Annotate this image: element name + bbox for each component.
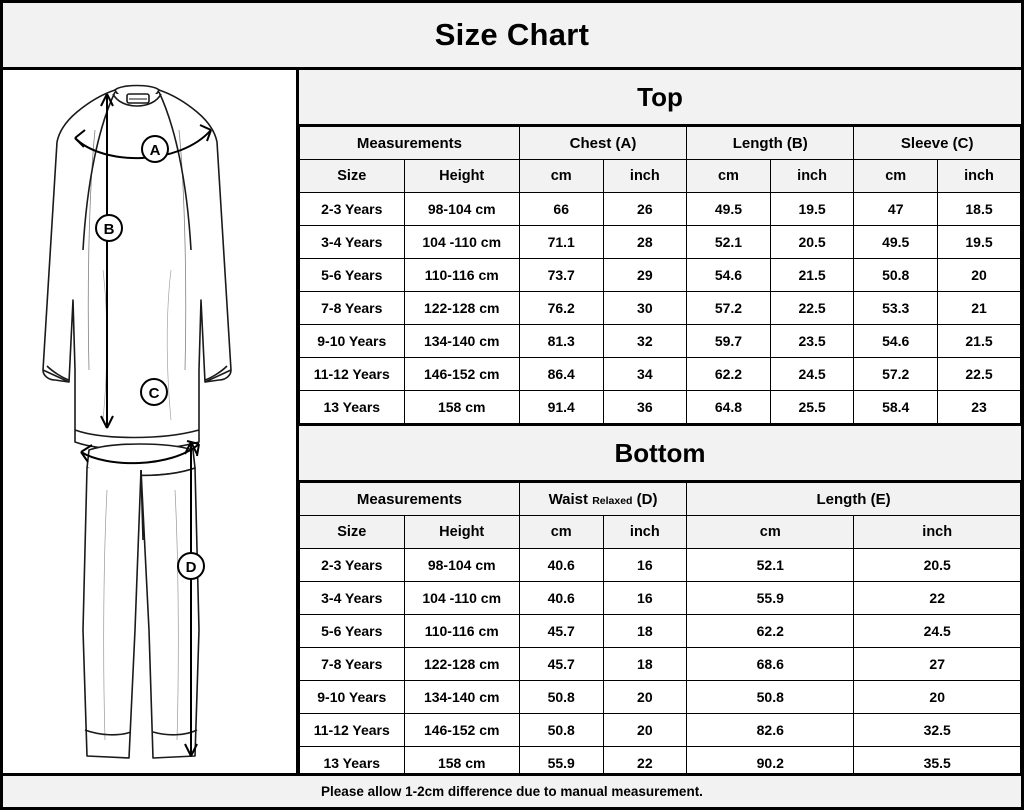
cell-height: 158 cm — [404, 391, 519, 424]
cell-waist-inch: 22 — [603, 747, 687, 780]
cell-chest-inch: 34 — [603, 358, 687, 391]
bottom-section — [299, 426, 1021, 780]
top-subheader-sleeve-inch: inch — [938, 160, 1021, 193]
svg-text:D: D — [185, 559, 197, 576]
cell-size: 13 Years — [300, 747, 405, 780]
cell-chest-cm: 71.1 — [519, 226, 603, 259]
cell-height: 158 cm — [404, 747, 519, 780]
table-row — [300, 259, 1021, 292]
top-subheader-length-inch: inch — [770, 160, 854, 193]
cell-chest-inch: 29 — [603, 259, 687, 292]
cell-chest-inch: 28 — [603, 226, 687, 259]
cell-waist-inch: 16 — [603, 549, 687, 582]
cell-length-inch: 22 — [854, 582, 1021, 615]
cell-length-inch: 23.5 — [770, 325, 854, 358]
chart-body — [3, 70, 1021, 782]
cell-size: 2-3 Years — [300, 549, 405, 582]
cell-length-inch: 22.5 — [770, 292, 854, 325]
bottom-subheader-waist-cm: cm — [519, 516, 603, 549]
bottom-subheader-length-cm: cm — [687, 516, 854, 549]
top-section-heading: Top — [299, 70, 1021, 126]
bottom-subheader-waist-inch: inch — [603, 516, 687, 549]
cell-length-inch: 20.5 — [854, 549, 1021, 582]
cell-sleeve-inch: 18.5 — [938, 193, 1021, 226]
top-size-table — [299, 126, 1021, 424]
top-header-measurements: Measurements — [300, 127, 520, 160]
cell-height: 146-152 cm — [404, 714, 519, 747]
cell-sleeve-cm: 58.4 — [854, 391, 938, 424]
top-subheader-height: Height — [404, 160, 519, 193]
cell-sleeve-inch: 22.5 — [938, 358, 1021, 391]
cell-waist-cm: 40.6 — [519, 582, 603, 615]
cell-sleeve-inch: 21 — [938, 292, 1021, 325]
cell-size: 7-8 Years — [300, 292, 405, 325]
table-row — [300, 193, 1021, 226]
cell-length-inch: 35.5 — [854, 747, 1021, 780]
cell-sleeve-inch: 23 — [938, 391, 1021, 424]
footer-note: Please allow 1-2cm difference due to manual measurement. — [321, 784, 703, 799]
cell-sleeve-cm: 53.3 — [854, 292, 938, 325]
table-row — [300, 648, 1021, 681]
bottom-header-waist-suffix: (D) — [636, 490, 658, 508]
cell-size: 5-6 Years — [300, 615, 405, 648]
cell-length-cm: 59.7 — [687, 325, 771, 358]
cell-length-inch: 25.5 — [770, 391, 854, 424]
top-subheader-length-cm: cm — [687, 160, 771, 193]
bottom-header-waist — [519, 483, 686, 516]
cell-length-inch: 24.5 — [770, 358, 854, 391]
top-subheader-chest-cm: cm — [519, 160, 603, 193]
cell-height: 122-128 cm — [404, 292, 519, 325]
cell-height: 98-104 cm — [404, 193, 519, 226]
cell-waist-cm: 50.8 — [519, 681, 603, 714]
cell-chest-inch: 26 — [603, 193, 687, 226]
top-subheader-size: Size — [300, 160, 405, 193]
table-row — [300, 226, 1021, 259]
footer-note-bar — [3, 773, 1021, 807]
cell-size: 3-4 Years — [300, 582, 405, 615]
top-header-chest: Chest (A) — [519, 127, 686, 160]
bottom-subheader-length-inch: inch — [854, 516, 1021, 549]
cell-sleeve-cm: 57.2 — [854, 358, 938, 391]
cell-chest-inch: 32 — [603, 325, 687, 358]
cell-size: 11-12 Years — [300, 358, 405, 391]
cell-size: 5-6 Years — [300, 259, 405, 292]
cell-chest-cm: 66 — [519, 193, 603, 226]
cell-sleeve-cm: 47 — [854, 193, 938, 226]
cell-height: 134-140 cm — [404, 681, 519, 714]
cell-size: 7-8 Years — [300, 648, 405, 681]
table-row — [300, 681, 1021, 714]
cell-size: 9-10 Years — [300, 681, 405, 714]
garment-illustration-pane — [3, 70, 299, 782]
table-row — [300, 391, 1021, 424]
cell-size: 3-4 Years — [300, 226, 405, 259]
cell-length-inch: 27 — [854, 648, 1021, 681]
cell-length-cm: 82.6 — [687, 714, 854, 747]
cell-waist-inch: 20 — [603, 714, 687, 747]
cell-length-inch: 20.5 — [770, 226, 854, 259]
cell-sleeve-inch: 19.5 — [938, 226, 1021, 259]
cell-length-cm: 62.2 — [687, 615, 854, 648]
cell-sleeve-inch: 20 — [938, 259, 1021, 292]
cell-length-cm: 64.8 — [687, 391, 771, 424]
bottom-group-header-row — [300, 483, 1021, 516]
cell-length-cm: 62.2 — [687, 358, 771, 391]
cell-length-cm: 54.6 — [687, 259, 771, 292]
cell-chest-inch: 30 — [603, 292, 687, 325]
cell-length-inch: 20 — [854, 681, 1021, 714]
bottom-subheader-size: Size — [300, 516, 405, 549]
cell-sleeve-cm: 49.5 — [854, 226, 938, 259]
cell-chest-cm: 76.2 — [519, 292, 603, 325]
top-header-length: Length (B) — [687, 127, 854, 160]
cell-height: 146-152 cm — [404, 358, 519, 391]
top-section — [299, 70, 1021, 426]
table-row — [300, 358, 1021, 391]
svg-text:C: C — [148, 385, 160, 402]
top-group-header-row — [300, 127, 1021, 160]
cell-length-inch: 19.5 — [770, 193, 854, 226]
bottom-subheader-height: Height — [404, 516, 519, 549]
cell-sleeve-cm: 54.6 — [854, 325, 938, 358]
cell-length-cm: 50.8 — [687, 681, 854, 714]
cell-waist-cm: 50.8 — [519, 714, 603, 747]
cell-waist-inch: 18 — [603, 648, 687, 681]
cell-length-cm: 52.1 — [687, 549, 854, 582]
cell-chest-cm: 86.4 — [519, 358, 603, 391]
bottom-header-waist-text: Waist — [548, 490, 589, 508]
svg-text:B: B — [103, 221, 115, 238]
top-subheader-chest-inch: inch — [603, 160, 687, 193]
cell-waist-cm: 55.9 — [519, 747, 603, 780]
cell-waist-cm: 40.6 — [519, 549, 603, 582]
page-title: Size Chart — [434, 17, 590, 52]
cell-height: 122-128 cm — [404, 648, 519, 681]
cell-chest-cm: 73.7 — [519, 259, 603, 292]
cell-length-cm: 52.1 — [687, 226, 771, 259]
top-subheader-sleeve-cm: cm — [854, 160, 938, 193]
cell-height: 98-104 cm — [404, 549, 519, 582]
cell-size: 9-10 Years — [300, 325, 405, 358]
cell-height: 104 -110 cm — [404, 226, 519, 259]
cell-length-inch: 32.5 — [854, 714, 1021, 747]
svg-text:A: A — [149, 142, 161, 159]
cell-length-cm: 55.9 — [687, 582, 854, 615]
cell-length-cm: 68.6 — [687, 648, 854, 681]
table-row — [300, 292, 1021, 325]
title-bar — [3, 3, 1021, 70]
cell-size: 11-12 Years — [300, 714, 405, 747]
garment-illustration — [3, 70, 296, 782]
cell-length-inch: 21.5 — [770, 259, 854, 292]
cell-waist-inch: 18 — [603, 615, 687, 648]
cell-waist-cm: 45.7 — [519, 615, 603, 648]
cell-height: 110-116 cm — [404, 259, 519, 292]
cell-size: 13 Years — [300, 391, 405, 424]
cell-length-cm: 49.5 — [687, 193, 771, 226]
bottom-header-measurements: Measurements — [300, 483, 520, 516]
cell-length-inch: 24.5 — [854, 615, 1021, 648]
cell-waist-inch: 16 — [603, 582, 687, 615]
bottom-size-table — [299, 482, 1021, 780]
cell-height: 104 -110 cm — [404, 582, 519, 615]
tables-pane — [299, 70, 1021, 782]
top-sub-header-row — [300, 160, 1021, 193]
table-row — [300, 549, 1021, 582]
cell-length-cm: 90.2 — [687, 747, 854, 780]
bottom-sub-header-row — [300, 516, 1021, 549]
bottom-header-waist-note: Relaxed — [592, 494, 633, 507]
cell-waist-cm: 45.7 — [519, 648, 603, 681]
cell-chest-cm: 91.4 — [519, 391, 603, 424]
bottom-header-length: Length (E) — [687, 483, 1021, 516]
cell-height: 110-116 cm — [404, 615, 519, 648]
top-header-sleeve: Sleeve (C) — [854, 127, 1021, 160]
cell-height: 134-140 cm — [404, 325, 519, 358]
table-row — [300, 714, 1021, 747]
cell-waist-inch: 20 — [603, 681, 687, 714]
cell-size: 2-3 Years — [300, 193, 405, 226]
bottom-section-heading: Bottom — [299, 426, 1021, 482]
table-row — [300, 615, 1021, 648]
cell-chest-cm: 81.3 — [519, 325, 603, 358]
table-row — [300, 582, 1021, 615]
cell-sleeve-cm: 50.8 — [854, 259, 938, 292]
cell-sleeve-inch: 21.5 — [938, 325, 1021, 358]
table-row — [300, 325, 1021, 358]
cell-chest-inch: 36 — [603, 391, 687, 424]
cell-length-cm: 57.2 — [687, 292, 771, 325]
